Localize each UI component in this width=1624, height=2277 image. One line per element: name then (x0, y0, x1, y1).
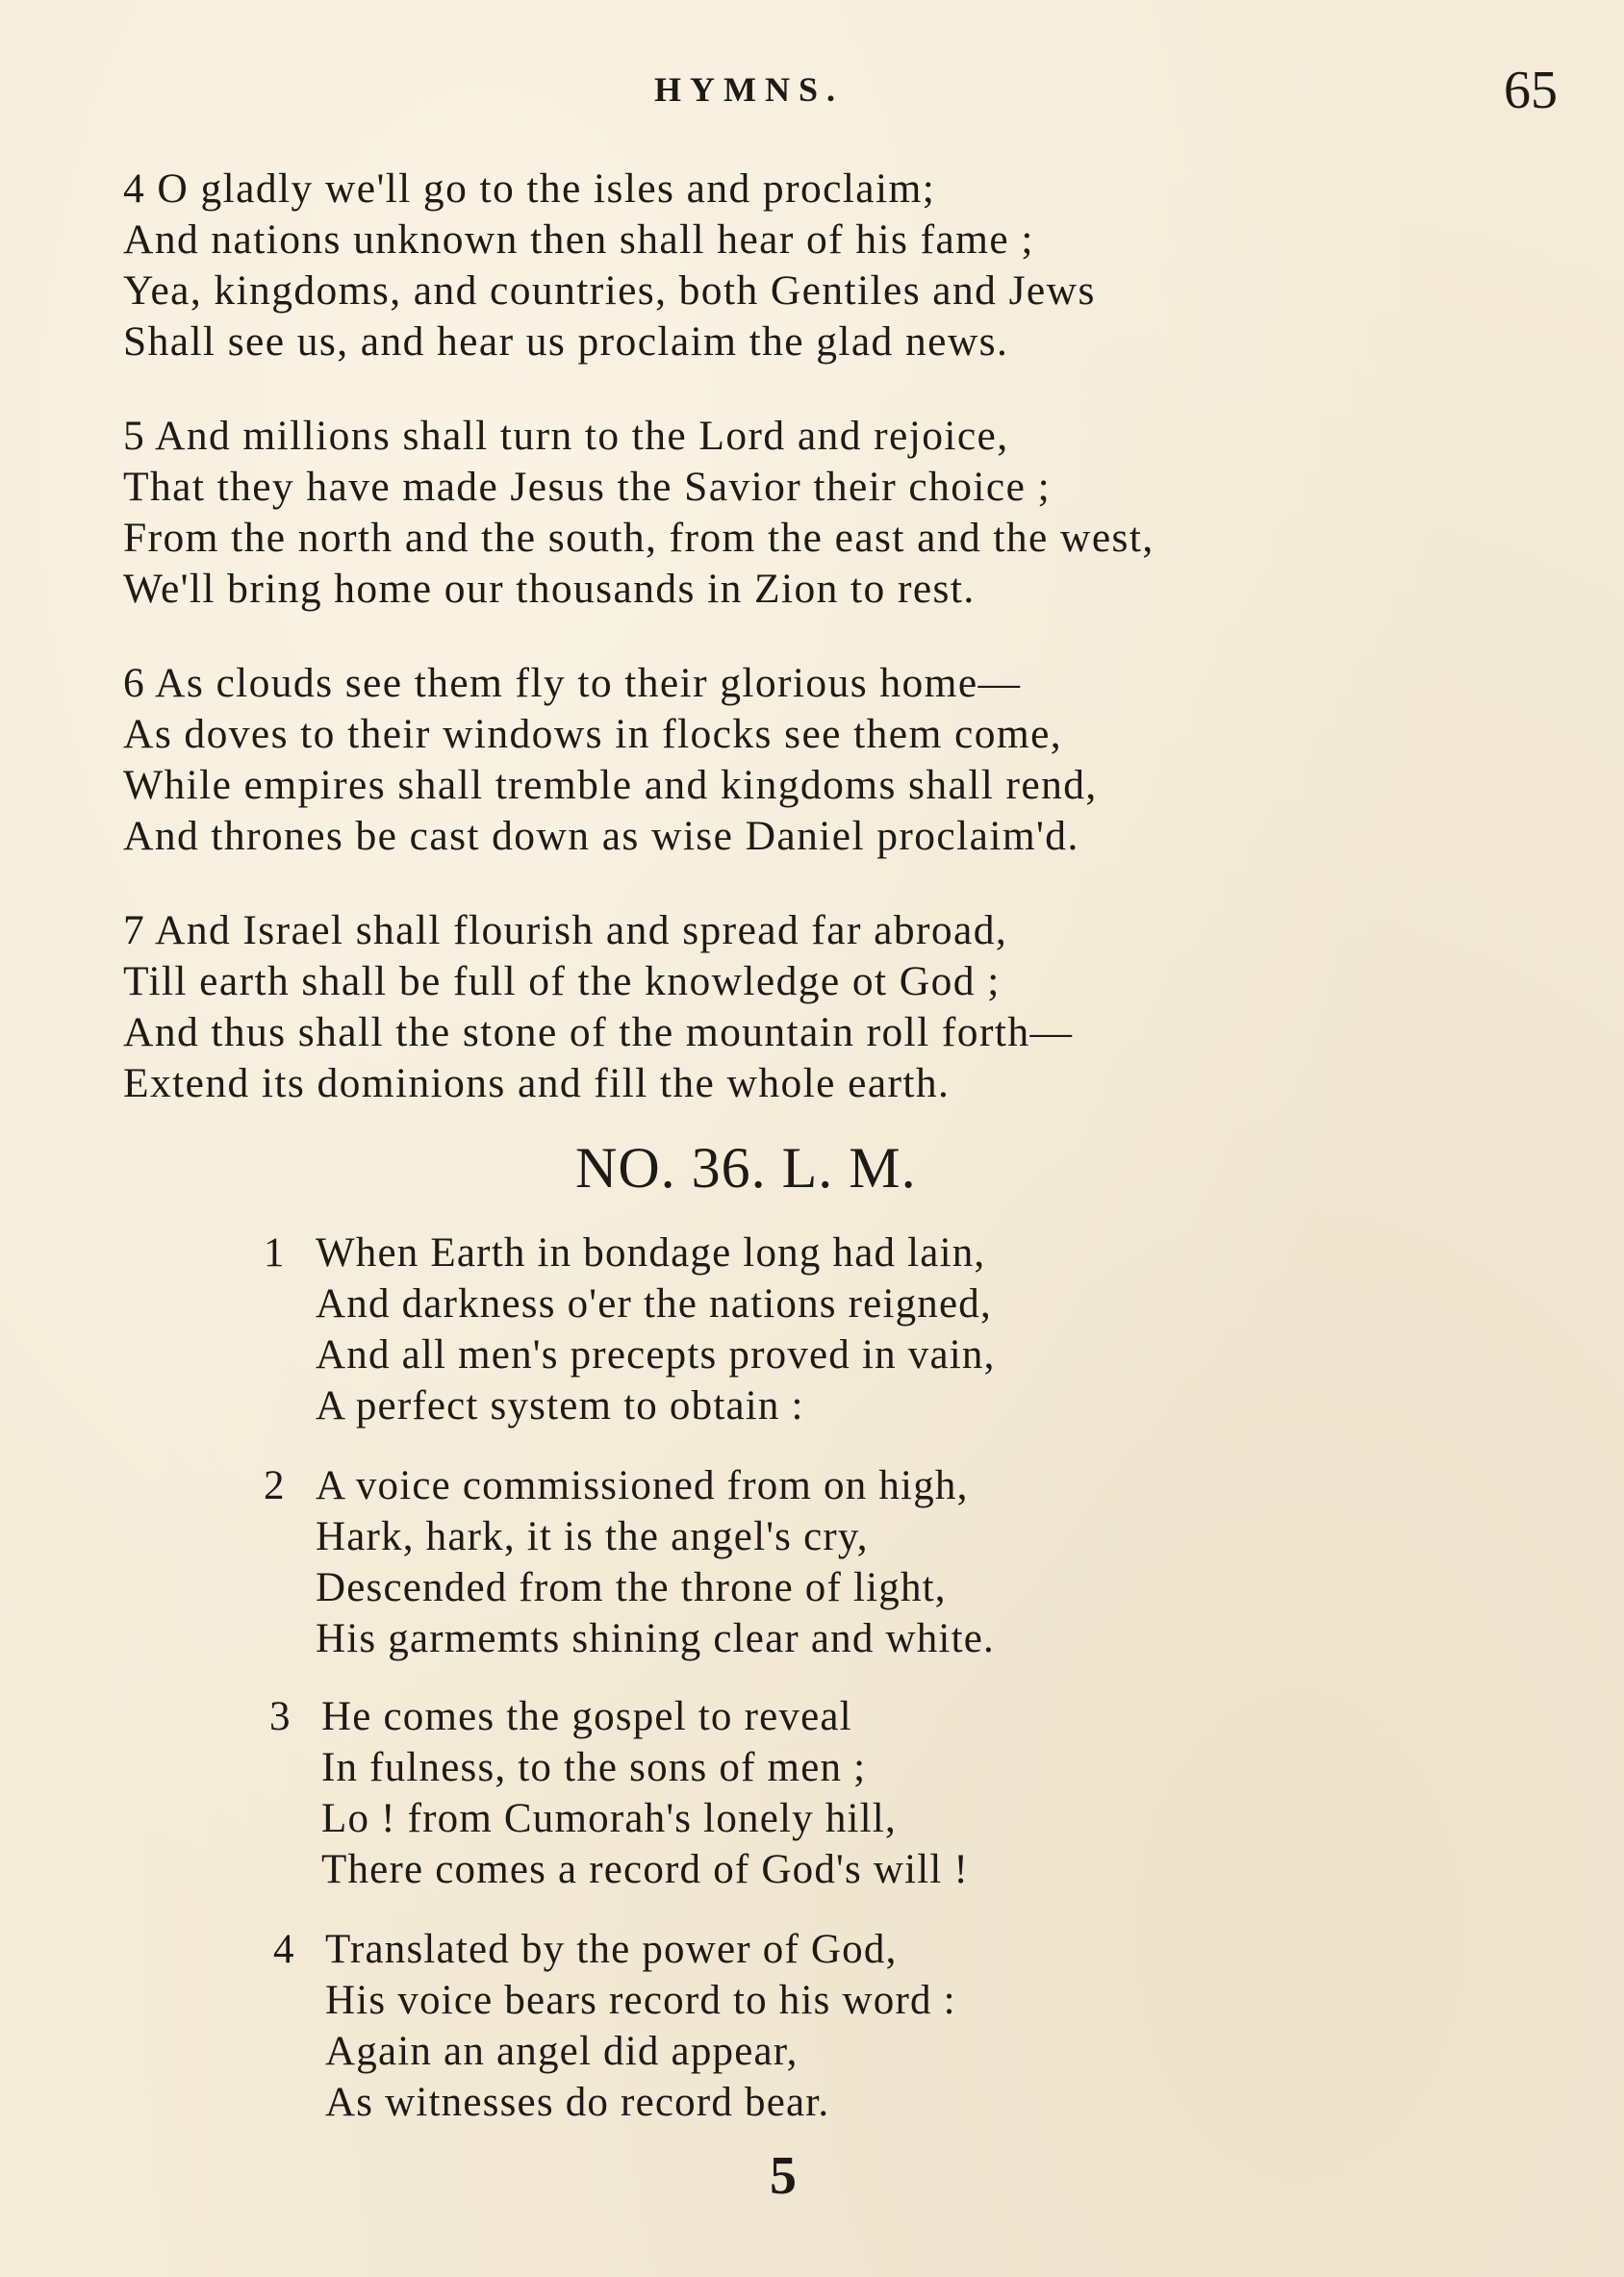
verse-4 (273, 1924, 956, 2128)
verse-3 (269, 1691, 969, 1895)
stanza-line: While empires shall tremble and kingdoms shall rend, (123, 762, 1098, 808)
hymn-heading: NO. 36. L. M. (575, 1136, 917, 1200)
stanza-line: Shall see us, and hear us proclaim the glad news. (123, 318, 1009, 365)
stanza-line: Yea, kingdoms, and countries, both Gentiles and Jews (123, 267, 1096, 314)
stanza-line: Till earth shall be full of the knowledge ot God ; (123, 958, 1001, 1004)
verse-number: 2 (264, 1463, 286, 1508)
verse-line: And all men's precepts proved in vain, (316, 1332, 996, 1378)
verse-line-text: He comes the gospel to reveal (321, 1694, 852, 1739)
stanza-line: And thrones be cast down as wise Daniel proclaim'd. (123, 813, 1079, 859)
stanza-4 (123, 164, 1096, 367)
verse-line-text: When Earth in bondage long had lain, (316, 1230, 986, 1276)
verse-line (273, 1924, 956, 1975)
stanza-line: 6 As clouds see them fly to their glorious home— (123, 660, 1022, 706)
page-number: 65 (1504, 61, 1558, 120)
verse-line: Again an angel did appear, (325, 2029, 799, 2074)
stanza-line: That they have made Jesus the Savior their choice ; (123, 464, 1052, 510)
verse-line-text: Translated by the power of God, (325, 1927, 898, 1972)
verse-line: Descended from the throne of light, (316, 1565, 947, 1610)
verse-number: 4 (273, 1927, 295, 1972)
verse-line (264, 1227, 996, 1278)
stanza-line: 5 And millions shall turn to the Lord and rejoice, (123, 413, 1009, 459)
verse-number: 1 (264, 1230, 286, 1276)
stanza-7 (123, 905, 1073, 1109)
running-header: HYMNS. (654, 70, 844, 109)
verse-line: In fulness, to the sons of men ; (321, 1745, 867, 1790)
verse-line (264, 1460, 995, 1511)
verse-line: His garmemts shining clear and white. (316, 1616, 995, 1661)
stanza-line: And nations unknown then shall hear of his fame ; (123, 216, 1034, 263)
verse-line: There comes a record of God's will ! (321, 1847, 970, 1892)
verse-line: His voice bears record to his word : (325, 1978, 956, 2023)
signature-mark: 5 (770, 2146, 797, 2206)
verse-1 (264, 1227, 996, 1431)
verse-number: 3 (269, 1694, 292, 1739)
stanza-6 (123, 658, 1098, 862)
stanza-line: Extend its dominions and fill the whole earth. (123, 1060, 951, 1106)
verse-line: Lo ! from Cumorah's lonely hill, (321, 1796, 897, 1841)
stanza-line: And thus shall the stone of the mountain roll forth— (123, 1009, 1074, 1055)
verse-line: A perfect system to obtain : (316, 1383, 804, 1429)
stanza-line: As doves to their windows in flocks see them come, (123, 711, 1063, 757)
stanza-line: 4 O gladly we'll go to the isles and proclaim; (123, 165, 936, 212)
verse-line (269, 1691, 969, 1742)
verse-line: As witnesses do record bear. (325, 2080, 830, 2125)
stanza-line: 7 And Israel shall flourish and spread far abroad, (123, 907, 1008, 953)
verse-line: And darkness o'er the nations reigned, (316, 1281, 992, 1327)
verse-2 (264, 1460, 995, 1664)
verse-line: Hark, hark, it is the angel's cry, (316, 1514, 869, 1559)
stanza-line: From the north and the south, from the east and the west, (123, 515, 1155, 561)
verse-line-text: A voice commissioned from on high, (316, 1463, 969, 1508)
stanza-line: We'll bring home our thousands in Zion to rest. (123, 566, 976, 612)
stanza-5 (123, 411, 1155, 615)
